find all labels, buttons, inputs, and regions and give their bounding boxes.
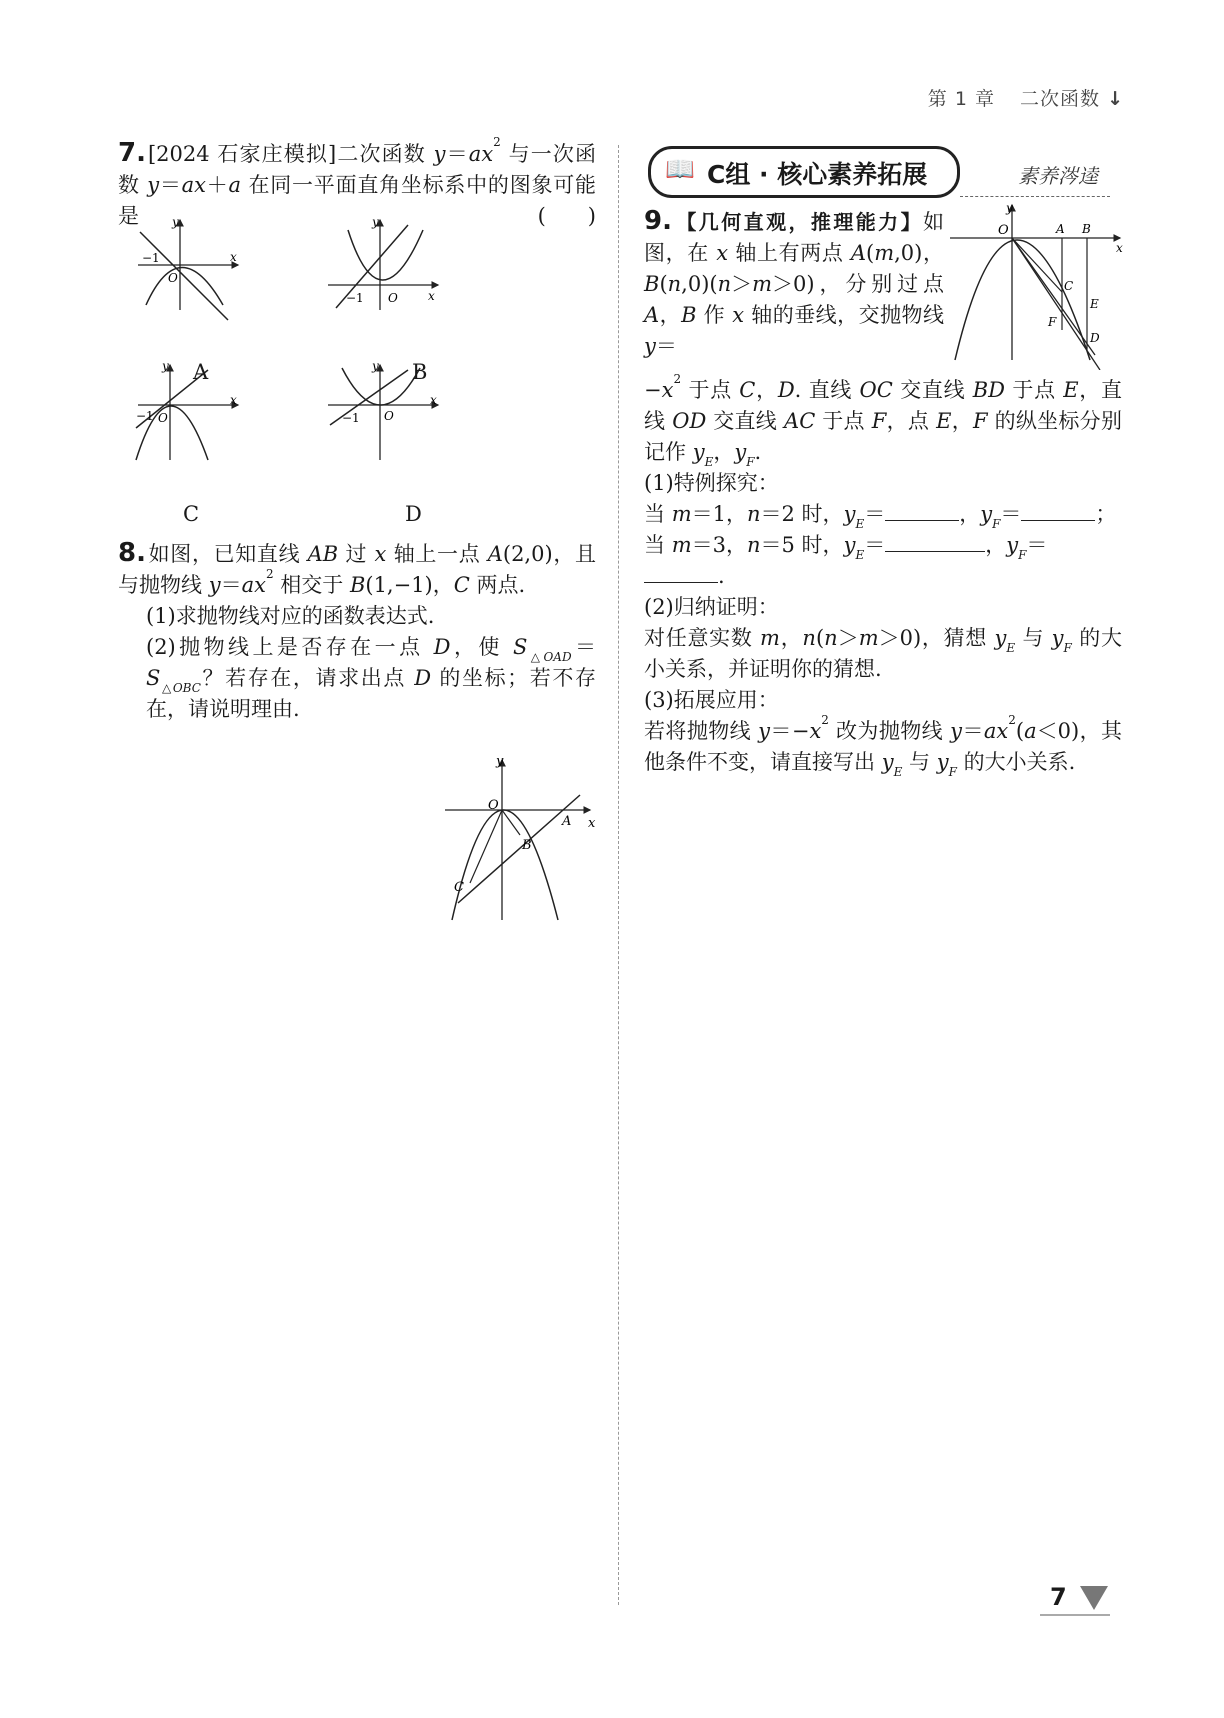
q9-figure [950, 200, 1130, 370]
q9-sub1-line1: 当 m＝1，n＝2 时，yE＝ ，yF＝ ； [644, 502, 1117, 531]
svg-text:E: E [1090, 297, 1099, 311]
q9-stem-narrow: 9. 【几何直观，推理能力】如图，在 x 轴上有两点 A(m,0)，B(n,0)(n＞m＞0)，分别过点 A，B 作 x 轴的垂线，交抛物线 y＝ [644, 206, 944, 358]
header-arrow-icon: ↓ [1107, 88, 1124, 110]
d-axis-y: y [372, 359, 379, 373]
q9-tag: 【几何直观，推理能力】 [673, 210, 923, 234]
svg-text:x: x [588, 816, 596, 831]
option-c-graph[interactable] [136, 359, 238, 460]
svg-text:y: y [496, 755, 504, 769]
svg-text:A: A [562, 814, 572, 829]
chapter-title: 二次函数 [1020, 88, 1101, 110]
svg-text:x: x [1116, 241, 1123, 255]
q8-text: 如图，已知直线 AB 过 x 轴上一点 A(2,0)，且与抛物线 $y=ax^2$ 相交于 B(1,−1)，C 两点. [118, 542, 596, 597]
section-title: C组 · 核心素养拓展 [707, 160, 928, 189]
b-axis-y: y [372, 215, 379, 229]
q7-answer-bracket: ( ) [537, 204, 596, 228]
c-neg-one: −1 [136, 409, 154, 423]
q9-number: 9. [644, 206, 672, 236]
option-a-graph[interactable] [138, 215, 238, 320]
svg-text:O: O [998, 223, 1009, 238]
banner-dash-line [960, 196, 1110, 197]
q9-sub1-line2: 当 m＝3，n＝5 时，yE＝ ，yF＝ [644, 533, 1048, 562]
question-9 [644, 372, 1123, 779]
svg-text:B: B [1082, 222, 1091, 236]
book-icon: 📖 [665, 155, 695, 183]
answer-blank-2[interactable] [1021, 500, 1095, 521]
svg-text:A: A [1056, 222, 1065, 236]
option-b-label: B [412, 360, 428, 384]
b-neg-one: −1 [346, 291, 364, 305]
svg-text:C: C [454, 880, 464, 895]
q7-number: 7. [118, 138, 146, 168]
d-axis-x: x [430, 393, 437, 407]
q9-stem-rest: $-x^2$ 于点 C，D. 直线 OC 交直线 BD 于点 E，直线 OD 交直线 AC 于点 F，点 E，F 的纵坐标分别记作 yE，yF. [644, 372, 1123, 469]
option-c-label: C [183, 502, 200, 526]
q9-sub2-title: (2)归纳证明： [644, 595, 779, 619]
section-banner [648, 146, 960, 198]
q8-sub1: (1)求抛物线对应的函数表达式. [146, 604, 435, 628]
q7-source: [2024 石家庄模拟] [147, 142, 337, 166]
c-axis-y: y [162, 359, 169, 373]
page-corner-triangle-icon [1080, 1586, 1108, 1610]
section-signature: 素养涔逵 [1018, 164, 1098, 188]
q8-stem [118, 538, 596, 601]
a-neg-one: −1 [142, 251, 160, 265]
svg-text:O: O [488, 798, 499, 813]
question-8 [118, 538, 596, 725]
svg-text:F: F [1048, 315, 1057, 329]
running-header [928, 84, 1124, 111]
q9-sub3-title: (3)拓展应用： [644, 688, 779, 712]
option-a-label: A [193, 360, 209, 384]
d-origin: O [384, 409, 394, 423]
q9-sub3-text: 若将抛物线 $y=-x^2$ 改为抛物线 $y=ax^2(a<0)$，其他条件不变，请直接写出 yE 与 yF 的大小关系. [644, 713, 1122, 779]
a-axis-y: y [172, 215, 179, 229]
svg-text:C: C [1064, 279, 1074, 293]
page-number: 7 [1050, 1583, 1067, 1611]
q9-sub2-text: 对任意实数 m，n(n＞m＞0)，猜想 yE 与 yF 的大小关系，并证明你的猜想. [644, 626, 1122, 681]
svg-text:D: D [1090, 331, 1100, 345]
q8-figure [440, 755, 600, 925]
a-origin: O [168, 271, 178, 285]
answer-blank-3[interactable] [885, 531, 985, 552]
d-neg-one: −1 [342, 411, 360, 425]
q7-text: 二次函数 $y=ax^2$ 与一次函数 y＝ax＋a 在同一平面直角坐标系中的图象可能是 [118, 135, 596, 228]
q7-option-figures [128, 210, 568, 490]
q9-sub1-line3: . [644, 561, 1122, 592]
answer-blank-4[interactable] [644, 562, 718, 583]
page-footer-line [1040, 1614, 1110, 1616]
column-divider [618, 145, 619, 1605]
option-b-graph[interactable] [328, 215, 438, 310]
a-axis-x: x [230, 250, 237, 264]
c-axis-x: x [230, 393, 237, 407]
answer-blank-1[interactable] [885, 500, 959, 521]
b-origin: O [388, 291, 398, 305]
q8-sub2: (2)抛物线上是否存在一点 D，使 S△OAD＝S△OBC？若存在，请求出点 D 的坐标；若不存在，请说明理由. [146, 635, 596, 721]
q9-sub1-title: (1)特例探究： [644, 471, 779, 495]
q8-number: 8. [118, 538, 146, 568]
chapter-label: 第 1 章 [927, 88, 995, 110]
option-d-label: D [405, 502, 422, 526]
b-axis-x: x [428, 289, 435, 303]
svg-text:y: y [1006, 201, 1013, 215]
c-origin: O [158, 411, 168, 425]
svg-text:B: B [522, 838, 532, 853]
